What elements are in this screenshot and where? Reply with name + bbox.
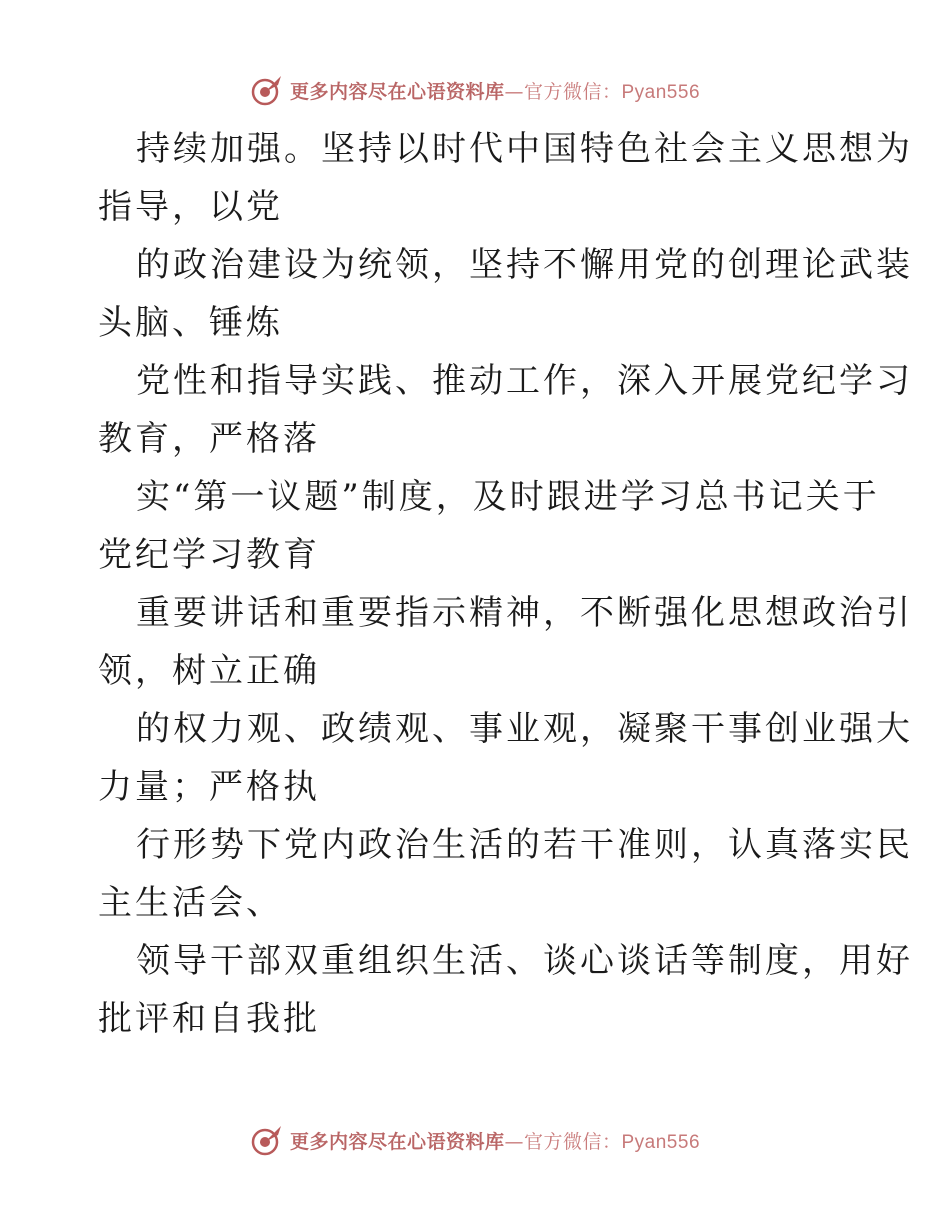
text-line: 主生活会、 [98, 883, 283, 923]
watermark-site: 更多内容尽在心语资料库 [289, 80, 505, 103]
text-line: 教育，严格落 [98, 419, 320, 459]
text-line: 的权力观、政绩观、事业观，凝聚干事创业强大 [136, 709, 913, 749]
text-line: 批评和自我批 [98, 999, 320, 1039]
text-line: 行形势下党内政治生活的若干准则，认真落实民 [136, 825, 913, 865]
text-line: 党性和指导实践、推动工作，深入开展党纪学习 [136, 361, 913, 401]
quill-logo-icon [250, 73, 284, 107]
header-watermark [0, 70, 950, 110]
text-line: 重要讲话和重要指示精神，不断强化思想政治引 [136, 593, 913, 633]
watermark-dash: — [504, 80, 524, 103]
quill-logo-icon [250, 1123, 284, 1157]
watermark-wechat-id: Pyan556 [621, 1131, 701, 1153]
text-line: 持续加强。坚持以时代中国特色社会主义思想为 [136, 129, 913, 169]
text-line: 领，树立正确 [98, 651, 320, 691]
text-line: 领导干部双重组织生活、谈心谈话等制度，用好 [136, 941, 913, 981]
watermark-text [290, 77, 700, 104]
text-line: 头脑、锤炼 [98, 303, 283, 343]
footer-watermark [0, 1120, 950, 1160]
text-line: 指导，以党 [98, 187, 283, 227]
text-line: 力量；严格执 [98, 767, 320, 807]
watermark-wechat-id: Pyan556 [621, 81, 701, 103]
watermark-wechat-label: 官方微信： [523, 1130, 622, 1153]
watermark-wechat-label: 官方微信： [523, 80, 622, 103]
document-body [98, 120, 913, 1048]
watermark-dash: — [504, 1130, 524, 1153]
text-line: 的政治建设为统领，坚持不懈用党的创理论武装 [136, 245, 913, 285]
watermark-site: 更多内容尽在心语资料库 [289, 1130, 505, 1153]
text-line: 党纪学习教育 [98, 535, 320, 575]
watermark-text [290, 1127, 700, 1154]
text-line: 实“第一议题”制度，及时跟进学习总书记关于 [136, 477, 880, 517]
